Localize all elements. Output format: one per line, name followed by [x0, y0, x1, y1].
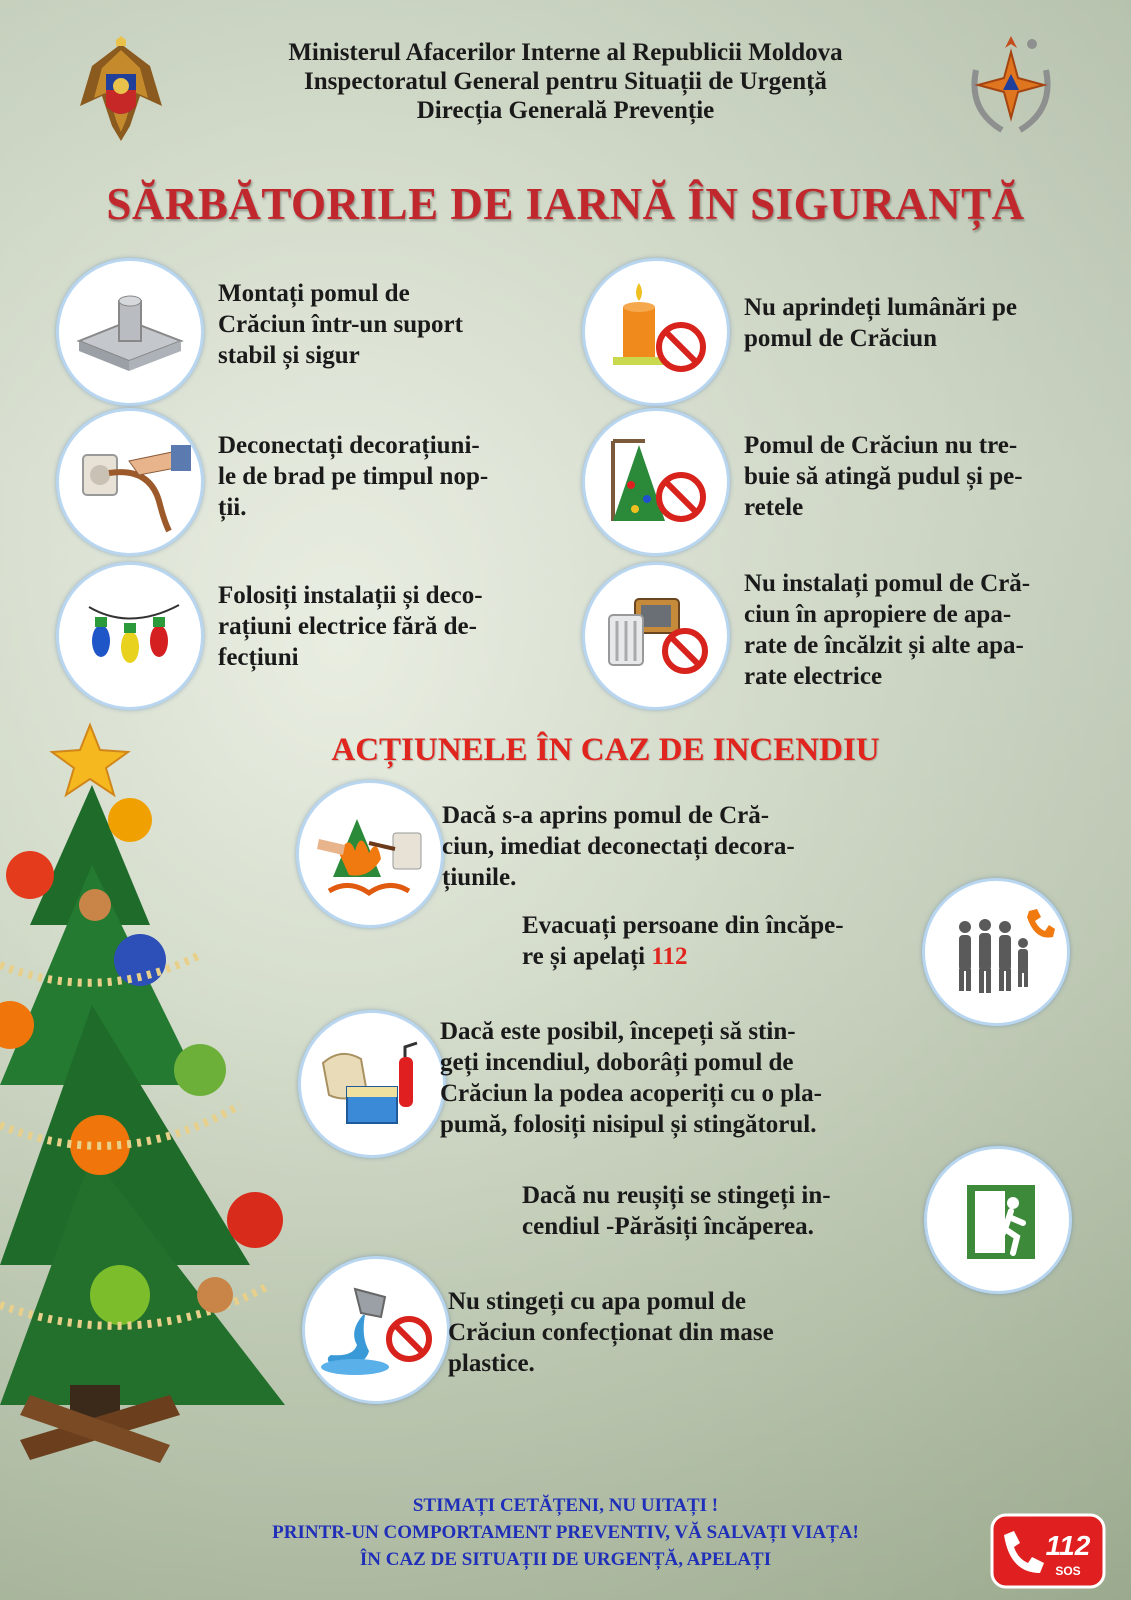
page-title: SĂRBĂTORILE DE IARNĂ ÎN SIGURANȚĂ [106, 179, 1025, 229]
header [0, 38, 1131, 125]
footer-emergency-call: ÎN CAZ DE SITUAȚII DE URGENȚĂ, APELAȚI [359, 1549, 772, 1570]
emergency-number: 112 [651, 943, 688, 970]
action-extinguish: Dacă este posibil, începeți să stin- geți incendiul, doborâți pomul de Crăciun la podea acoperiți cu o pla- pumă, folosiți nisipul și stingătorul. [440, 1018, 822, 1138]
header-directorate: Direcția Generală Prevenție [416, 97, 715, 124]
action-unplug-burning-tree: Dacă s-a aprins pomul de Cră- ciun, imediat deconectați decora- țiunile. [442, 802, 795, 891]
tree-stand-icon [56, 258, 204, 406]
burning-tree-unplug-icon [296, 780, 444, 928]
christmas-lights-icon [56, 562, 204, 710]
tip-no-heaters: Nu instalați pomul de Cră- ciun în apropiere de apa- rate de încălzit și alte apa- rate electrice [744, 570, 1031, 690]
emergency-112-badge [990, 1513, 1106, 1589]
footer [0, 1492, 1131, 1573]
header-ministry: Ministerul Afacerilor Interne al Republicii Moldova [288, 39, 843, 66]
fire-actions-title: ACȚIUNELE ÎN CAZ DE INCENDIU [331, 732, 880, 768]
no-water-icon [302, 1256, 450, 1404]
evacuate-call-icon [922, 878, 1070, 1026]
footer-prevention: PRINTR-UN COMPORTAMENT PREVENTIV, VĂ SALVAȚI VIAȚA! [272, 1522, 859, 1543]
action-leave-room: Dacă nu reușiți se stingeți in- cendiul -Părăsiți încăperea. [522, 1182, 831, 1240]
action-evacuate-call: Evacuați persoane din încăpe- re și apelați 112 [522, 912, 844, 970]
tip-tree-not-touch-wall: Pomul de Crăciun nu tre- buie să atingă pudul și pe- retele [744, 432, 1023, 521]
action-no-water: Nu stingeți cu apa pomul de Crăciun confecționat din mase plastice. [448, 1288, 774, 1377]
unplug-icon [56, 408, 204, 556]
emergency-exit-icon [924, 1146, 1072, 1294]
badge-label: SOS [1055, 1564, 1081, 1578]
tip-christmas-lights: Folosiți instalații și deco- rațiuni electrice fără de- fecțiuni [218, 582, 483, 671]
christmas-tree-decoration-icon [0, 705, 290, 1465]
badge-number: 112 [1045, 1530, 1091, 1561]
no-candles-icon [582, 258, 730, 406]
footer-reminder: STIMAȚI CETĂȚENI, NU UITAȚI ! [412, 1495, 719, 1516]
header-inspectorate: Inspectoratul General pentru Situații de Urgență [304, 68, 827, 95]
no-heaters-icon [582, 562, 730, 710]
extinguish-blanket-icon [298, 1010, 446, 1158]
tree-not-touch-wall-icon [582, 408, 730, 556]
tip-no-candles: Nu aprindeți lumânări pe pomul de Crăciun [744, 294, 1017, 352]
tip-tree-stand: Montați pomul de Crăciun într-un suport stabil și sigur [218, 280, 463, 369]
tip-unplug: Deconectați decorațiuni- le de brad pe timpul nop- ții. [218, 432, 489, 521]
